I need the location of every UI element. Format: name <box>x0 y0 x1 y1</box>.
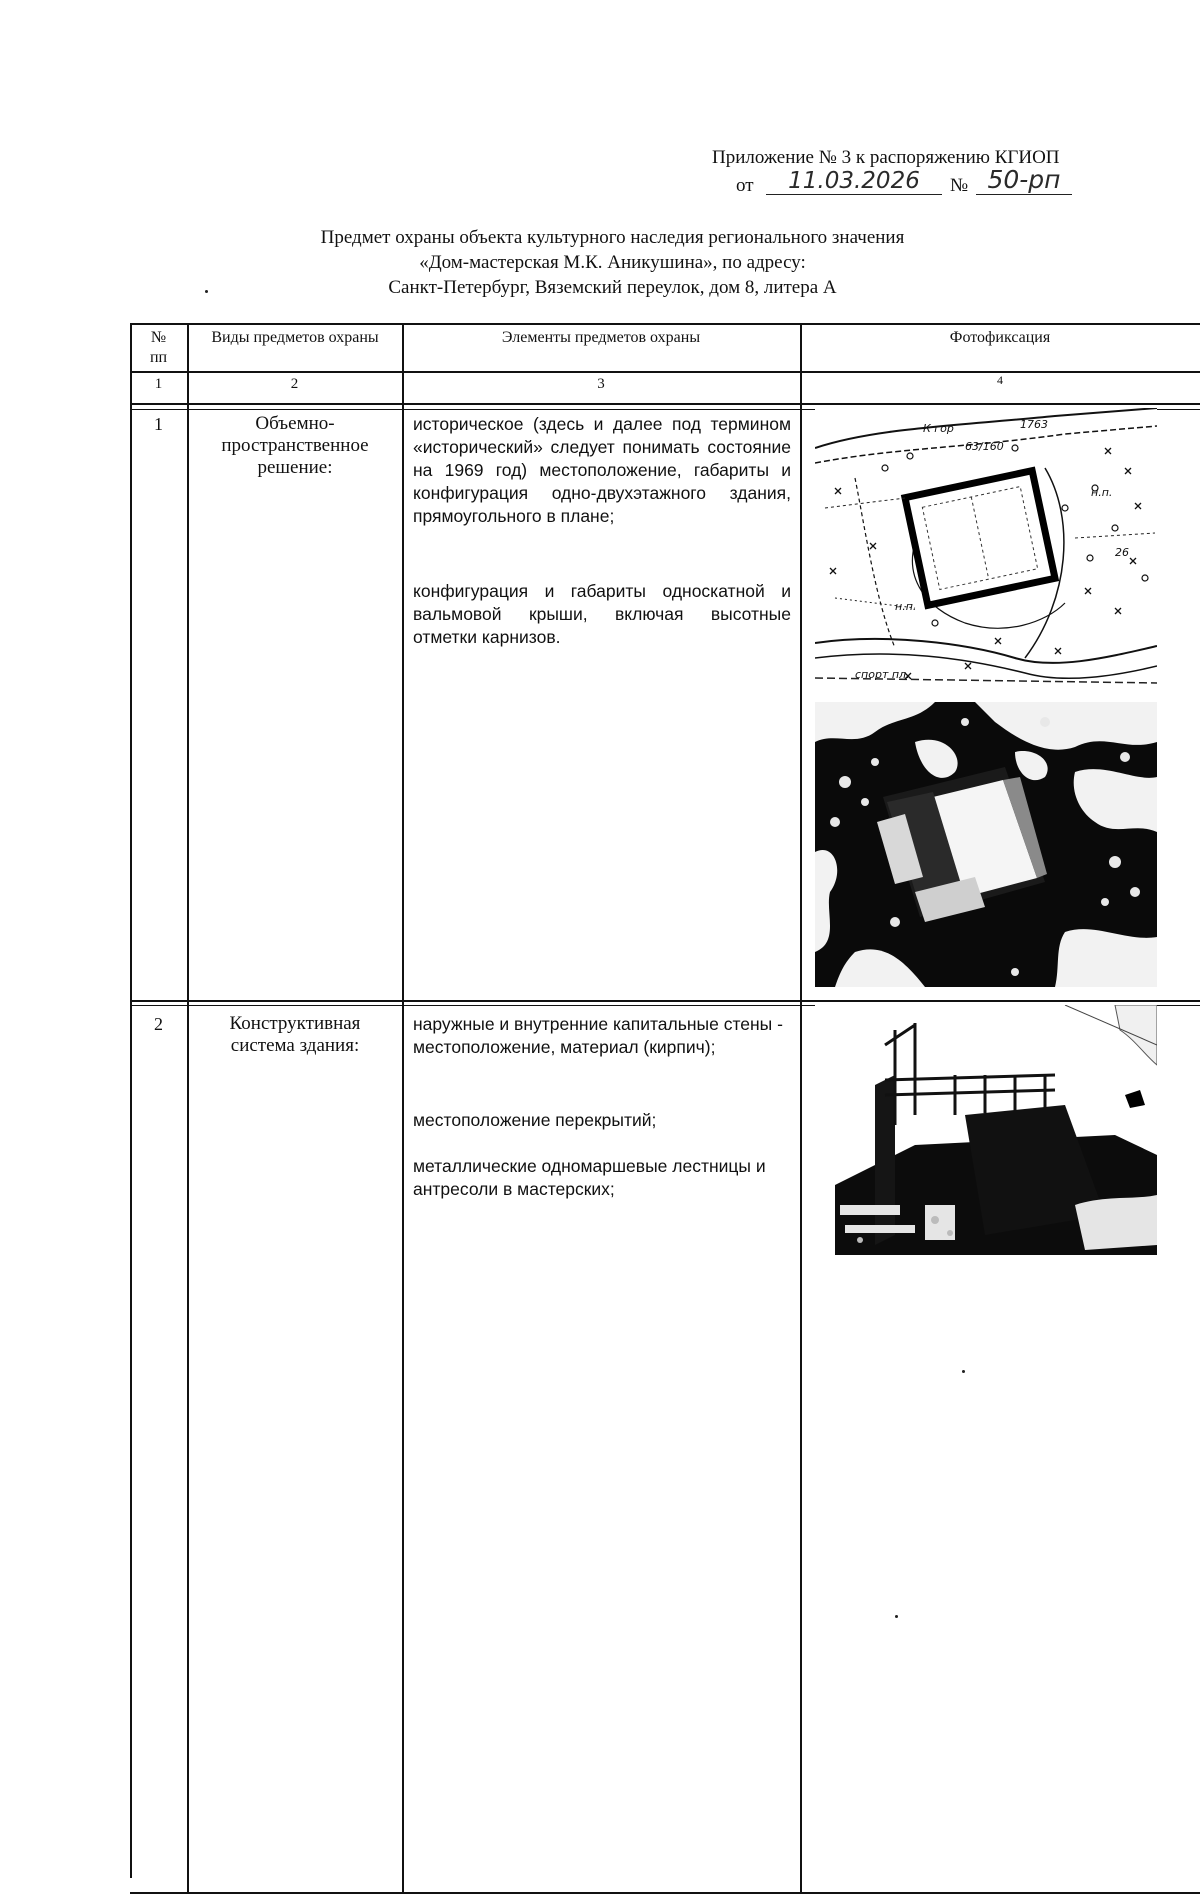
col-number-4: 4 <box>997 373 1003 387</box>
table-col-divider-2 <box>402 323 404 1893</box>
row-2-paragraph-2: местоположение перекрытий; <box>413 1110 657 1130</box>
site-plan-svg <box>815 408 1157 691</box>
plan-label-np-1: н.п. <box>1091 486 1113 499</box>
appendix-date-number <box>736 165 1132 200</box>
col-number-3: 3 <box>597 376 605 392</box>
row-1-type: Объемно-пространственное решение: <box>221 413 369 478</box>
appendix-line: Приложение № 3 к распоряжению КГИОП <box>712 147 1060 168</box>
interior-photo-svg <box>815 1005 1157 1255</box>
plan-label-parcel: 63/160 <box>965 440 1004 453</box>
row-2-num: 2 <box>154 1014 163 1034</box>
row-2-paragraph-1: наружные и внутренние капитальные стены - местоположение, материал (кирпич); <box>413 1014 783 1057</box>
col-number-2: 2 <box>290 376 299 392</box>
header-num <box>130 328 187 368</box>
row-2-paragraph-3: металлические одномаршевые лестницы и антресоли в мастерских; <box>413 1156 766 1199</box>
col-number-1: 1 <box>154 376 163 392</box>
header-num-line1: № <box>150 329 167 346</box>
appendix-date: 11.03.2026 <box>766 168 942 195</box>
aerial-photo <box>815 702 1157 987</box>
title-line-2: «Дом-мастерская М.К. Аникушина», по адресу: <box>419 252 806 273</box>
row-1-num: 1 <box>154 414 163 434</box>
table-col-divider-3 <box>800 323 802 1893</box>
row-1-paragraph-2: конфигурация и габариты односкатной и вальмовой крыши, включая высотные отметки карнизов. <box>413 581 791 647</box>
appendix-number-sign: № <box>950 175 969 196</box>
scan-speck <box>205 290 208 293</box>
plan-label-sport: спорт пл. <box>855 668 910 681</box>
plan-label-np-2: н.п. <box>895 600 917 613</box>
table-row-divider-1 <box>130 1000 1200 1002</box>
title-line-3: Санкт-Петербург, Вяземский переулок, дом 8, литера А <box>388 277 837 298</box>
appendix-ot: от <box>736 175 754 196</box>
document-title <box>230 225 995 300</box>
table-col-divider-1 <box>187 323 189 1893</box>
interior-photo <box>815 1005 1157 1255</box>
plan-label-road: К гор <box>923 422 954 435</box>
appendix-reference <box>712 146 1132 200</box>
table-colnum-divider <box>130 403 1200 405</box>
header-photo: Фотофиксация <box>949 329 1051 346</box>
row-1-paragraph-1: историческое (здесь и далее под термином «исторический» следует понимать состояние на 1969 год) местоположение, габариты и конфигурация одно-двухэтажного здания, прямоугольного в плане; <box>413 414 791 526</box>
table-border-left <box>130 323 132 1878</box>
site-plan-image <box>815 408 1157 691</box>
table-bottom-border <box>130 1892 1200 1894</box>
title-line-1: Предмет охраны объекта культурного наследия регионального значения <box>320 227 905 248</box>
header-num-line2: пп <box>149 349 168 366</box>
plan-label-1763: 1763 <box>1020 418 1048 431</box>
header-types: Виды предметов охраны <box>211 329 379 346</box>
scan-speck <box>962 1370 965 1373</box>
appendix-number: 50-рп <box>976 166 1072 195</box>
header-elements: Элементы предметов охраны <box>501 329 701 346</box>
aerial-photo-svg <box>815 702 1157 987</box>
table-top-border <box>130 323 1200 325</box>
row-2-type: Конструктивная система здания: <box>229 1013 361 1056</box>
plan-label-26: 26 <box>1115 546 1129 559</box>
scan-speck <box>895 1615 898 1618</box>
